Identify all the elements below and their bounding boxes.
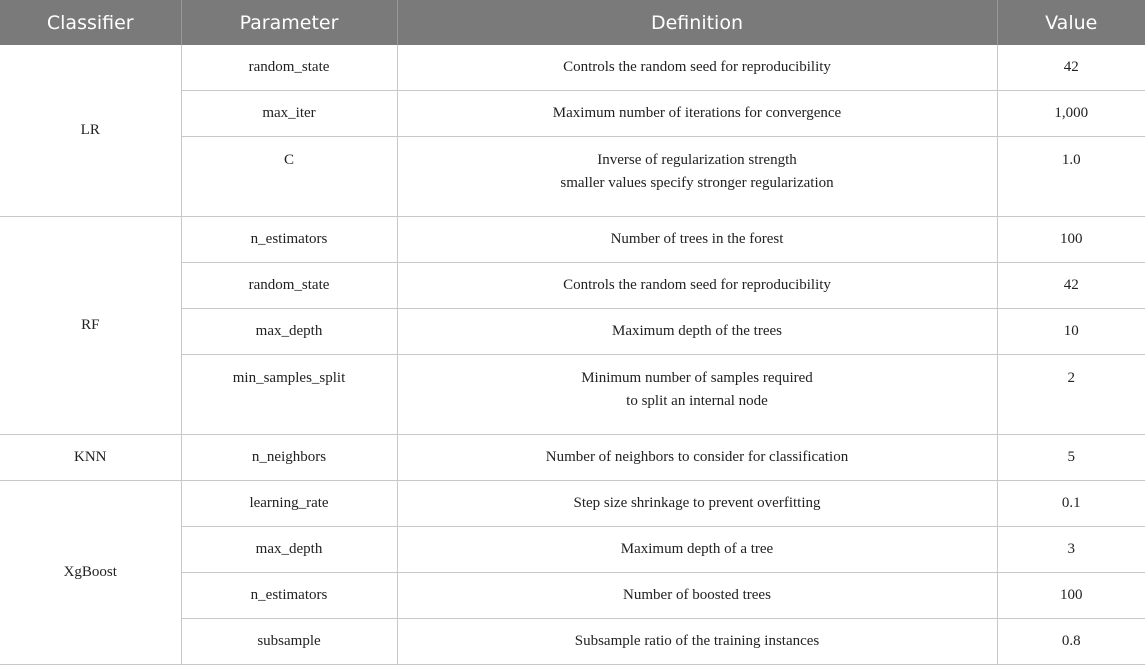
definition-cell	[397, 619, 997, 665]
header-row	[0, 0, 1145, 45]
parameter-cell: max_iter	[181, 91, 397, 137]
parameter-cell: max_depth	[181, 309, 397, 355]
value-cell: 3	[997, 527, 1145, 573]
definition-line: Number of trees in the forest	[610, 231, 784, 247]
definition-cell	[397, 355, 997, 435]
value-cell: 100	[997, 217, 1145, 263]
value-cell: 42	[997, 263, 1145, 309]
table-row	[0, 435, 1145, 481]
parameter-cell: min_samples_split	[181, 355, 397, 435]
value-cell: 100	[997, 573, 1145, 619]
definition-cell	[397, 527, 997, 573]
definition-line: Step size shrinkage to prevent overfitting	[573, 495, 821, 511]
parameter-cell: n_estimators	[181, 573, 397, 619]
definition-line: Maximum depth of the trees	[612, 323, 782, 339]
parameter-cell: learning_rate	[181, 481, 397, 527]
parameter-cell: random_state	[181, 45, 397, 91]
definition-cell	[397, 435, 997, 481]
definition-line: Controls the random seed for reproducibility	[563, 277, 831, 293]
table-row	[0, 481, 1145, 527]
parameter-cell: random_state	[181, 263, 397, 309]
value-cell: 1.0	[997, 137, 1145, 217]
definition-line: to split an internal node	[626, 393, 768, 409]
definition-cell	[397, 481, 997, 527]
definition-line: smaller values specify stronger regularization	[560, 175, 834, 191]
value-cell: 10	[997, 309, 1145, 355]
definition-line: Controls the random seed for reproducibility	[563, 59, 831, 75]
parameter-cell: subsample	[181, 619, 397, 665]
definition-line: Subsample ratio of the training instances	[574, 633, 820, 649]
value-cell: 1,000	[997, 91, 1145, 137]
definition-cell	[397, 573, 997, 619]
parameter-cell: C	[181, 137, 397, 217]
classifier-cell: KNN	[0, 435, 181, 481]
definition-line: Number of neighbors to consider for classification	[545, 449, 849, 465]
classifier-cell: RF	[0, 217, 181, 435]
value-cell: 0.8	[997, 619, 1145, 665]
definition-cell	[397, 217, 997, 263]
value-cell: 2	[997, 355, 1145, 435]
definition-cell	[397, 91, 997, 137]
definition-cell	[397, 309, 997, 355]
table-header	[0, 0, 1145, 45]
definition-line: Maximum depth of a tree	[620, 541, 774, 557]
definition-cell	[397, 137, 997, 217]
classifier-cell: LR	[0, 45, 181, 217]
parameter-cell: n_estimators	[181, 217, 397, 263]
definition-cell	[397, 45, 997, 91]
header-parameter: Parameter	[181, 0, 397, 45]
header-definition: Definition	[397, 0, 997, 45]
parameter-cell: n_neighbors	[181, 435, 397, 481]
definition-line: Number of boosted trees	[623, 587, 771, 603]
definition-line: Minimum number of samples required	[581, 370, 813, 386]
header-value: Value	[997, 0, 1145, 45]
parameter-cell: max_depth	[181, 527, 397, 573]
table-row	[0, 217, 1145, 263]
value-cell: 5	[997, 435, 1145, 481]
classifier-cell: XgBoost	[0, 481, 181, 665]
value-cell: 42	[997, 45, 1145, 91]
header-classifier: Classifier	[0, 0, 181, 45]
value-cell: 0.1	[997, 481, 1145, 527]
definition-cell	[397, 263, 997, 309]
table-body	[0, 45, 1145, 665]
definition-line: Inverse of regularization strength	[597, 152, 797, 168]
table-row	[0, 45, 1145, 91]
definition-line: Maximum number of iterations for convergence	[552, 105, 842, 121]
